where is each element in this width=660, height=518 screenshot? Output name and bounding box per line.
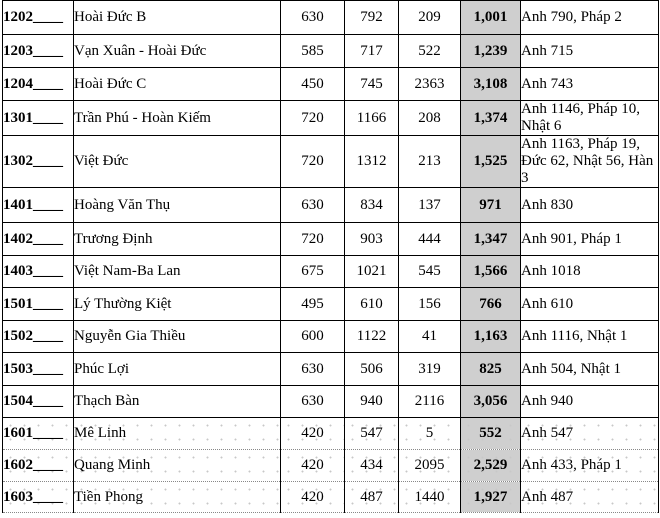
- quota-value: 720: [281, 136, 345, 188]
- choice1-value: 610: [345, 288, 399, 321]
- choice2-value: 2116: [399, 386, 461, 418]
- total-value: 1,927: [461, 482, 521, 513]
- choice1-value: 487: [345, 482, 399, 513]
- school-code: 1203____: [3, 35, 74, 68]
- quota-value: 600: [281, 321, 345, 353]
- school-code: 1503____: [3, 353, 74, 386]
- choice2-value: 5: [399, 418, 461, 450]
- choice1-value: 745: [345, 68, 399, 101]
- quota-value: 495: [281, 288, 345, 321]
- school-code: 1401____: [3, 188, 74, 223]
- table-row: [3, 1, 659, 35]
- school-name: Phúc Lợi: [74, 353, 281, 386]
- choice1-value: 792: [345, 1, 399, 35]
- school-name: Lý Thường Kiệt: [74, 288, 281, 321]
- quota-value: 675: [281, 256, 345, 288]
- language-note: Anh 940: [521, 386, 659, 418]
- choice1-value: 834: [345, 188, 399, 223]
- school-code: 1502____: [3, 321, 74, 353]
- school-code: 1402____: [3, 223, 74, 256]
- total-value: 1,001: [461, 1, 521, 35]
- quota-value: 630: [281, 1, 345, 35]
- school-name: Thạch Bàn: [74, 386, 281, 418]
- quota-value: 720: [281, 223, 345, 256]
- school-code: 1601____: [3, 418, 74, 450]
- language-note: Anh 547: [521, 418, 659, 450]
- quota-value: 630: [281, 188, 345, 223]
- choice2-value: 545: [399, 256, 461, 288]
- total-value: 1,347: [461, 223, 521, 256]
- school-name: Mê Linh: [74, 418, 281, 450]
- total-value: 2,529: [461, 450, 521, 482]
- school-code: 1204____: [3, 68, 74, 101]
- choice2-value: 209: [399, 1, 461, 35]
- choice2-value: 208: [399, 101, 461, 136]
- school-name: Quang Minh: [74, 450, 281, 482]
- school-name: Hoài Đức C: [74, 68, 281, 101]
- total-value: 3,108: [461, 68, 521, 101]
- language-note: Anh 901, Pháp 1: [521, 223, 659, 256]
- language-note: Anh 610: [521, 288, 659, 321]
- total-value: 825: [461, 353, 521, 386]
- school-code: 1603____: [3, 482, 74, 513]
- choice2-value: 41: [399, 321, 461, 353]
- school-name: Hoàng Văn Thụ: [74, 188, 281, 223]
- choice1-value: 1312: [345, 136, 399, 188]
- choice2-value: 522: [399, 35, 461, 68]
- school-table: [2, 0, 659, 513]
- quota-value: 630: [281, 386, 345, 418]
- choice2-value: 2363: [399, 68, 461, 101]
- language-note: Anh 433, Pháp 1: [521, 450, 659, 482]
- table-row: [3, 386, 659, 418]
- school-name: Vạn Xuân - Hoài Đức: [74, 35, 281, 68]
- quota-value: 585: [281, 35, 345, 68]
- table-row: [3, 136, 659, 188]
- total-value: 1,163: [461, 321, 521, 353]
- school-code: 1202____: [3, 1, 74, 35]
- school-code: 1504____: [3, 386, 74, 418]
- school-code: 1301____: [3, 101, 74, 136]
- school-name: Trần Phú - Hoàn Kiếm: [74, 101, 281, 136]
- school-code: 1602____: [3, 450, 74, 482]
- table-row: [3, 68, 659, 101]
- choice2-value: 1440: [399, 482, 461, 513]
- total-value: 971: [461, 188, 521, 223]
- choice1-value: 506: [345, 353, 399, 386]
- school-name: Nguyễn Gia Thiều: [74, 321, 281, 353]
- language-note: Anh 1146, Pháp 10, Nhật 6: [521, 101, 659, 136]
- table-row: [3, 321, 659, 353]
- total-value: 766: [461, 288, 521, 321]
- school-name: Hoài Đức B: [74, 1, 281, 35]
- quota-value: 720: [281, 101, 345, 136]
- table-row: [3, 418, 659, 450]
- school-name: Tiền Phong: [74, 482, 281, 513]
- language-note: Anh 743: [521, 68, 659, 101]
- school-code: 1302____: [3, 136, 74, 188]
- quota-value: 420: [281, 482, 345, 513]
- choice1-value: 717: [345, 35, 399, 68]
- quota-value: 420: [281, 418, 345, 450]
- language-note: Anh 1163, Pháp 19, Đức 62, Nhật 56, Hàn 3: [521, 136, 659, 188]
- choice2-value: 2095: [399, 450, 461, 482]
- choice1-value: 1122: [345, 321, 399, 353]
- language-note: Anh 504, Nhật 1: [521, 353, 659, 386]
- quota-value: 420: [281, 450, 345, 482]
- school-code: 1403____: [3, 256, 74, 288]
- language-note: Anh 1018: [521, 256, 659, 288]
- total-value: 3,056: [461, 386, 521, 418]
- language-note: Anh 790, Pháp 2: [521, 1, 659, 35]
- choice1-value: 1021: [345, 256, 399, 288]
- quota-value: 450: [281, 68, 345, 101]
- total-value: 1,239: [461, 35, 521, 68]
- total-value: 1,525: [461, 136, 521, 188]
- table-body: [3, 1, 659, 513]
- total-value: 552: [461, 418, 521, 450]
- total-value: 1,566: [461, 256, 521, 288]
- school-name: Trương Định: [74, 223, 281, 256]
- table-row: [3, 256, 659, 288]
- choice1-value: 903: [345, 223, 399, 256]
- choice2-value: 319: [399, 353, 461, 386]
- quota-value: 630: [281, 353, 345, 386]
- choice1-value: 434: [345, 450, 399, 482]
- language-note: Anh 830: [521, 188, 659, 223]
- table-row: [3, 353, 659, 386]
- choice2-value: 156: [399, 288, 461, 321]
- table-row: [3, 482, 659, 513]
- table-row: [3, 450, 659, 482]
- language-note: Anh 487: [521, 482, 659, 513]
- table-row: [3, 223, 659, 256]
- choice1-value: 547: [345, 418, 399, 450]
- table-row: [3, 188, 659, 223]
- choice1-value: 1166: [345, 101, 399, 136]
- table-row: [3, 288, 659, 321]
- language-note: Anh 1116, Nhật 1: [521, 321, 659, 353]
- choice2-value: 213: [399, 136, 461, 188]
- language-note: Anh 715: [521, 35, 659, 68]
- choice1-value: 940: [345, 386, 399, 418]
- school-code: 1501____: [3, 288, 74, 321]
- choice2-value: 444: [399, 223, 461, 256]
- table-row: [3, 101, 659, 136]
- total-value: 1,374: [461, 101, 521, 136]
- table-row: [3, 35, 659, 68]
- choice2-value: 137: [399, 188, 461, 223]
- school-name: Việt Nam-Ba Lan: [74, 256, 281, 288]
- school-name: Việt Đức: [74, 136, 281, 188]
